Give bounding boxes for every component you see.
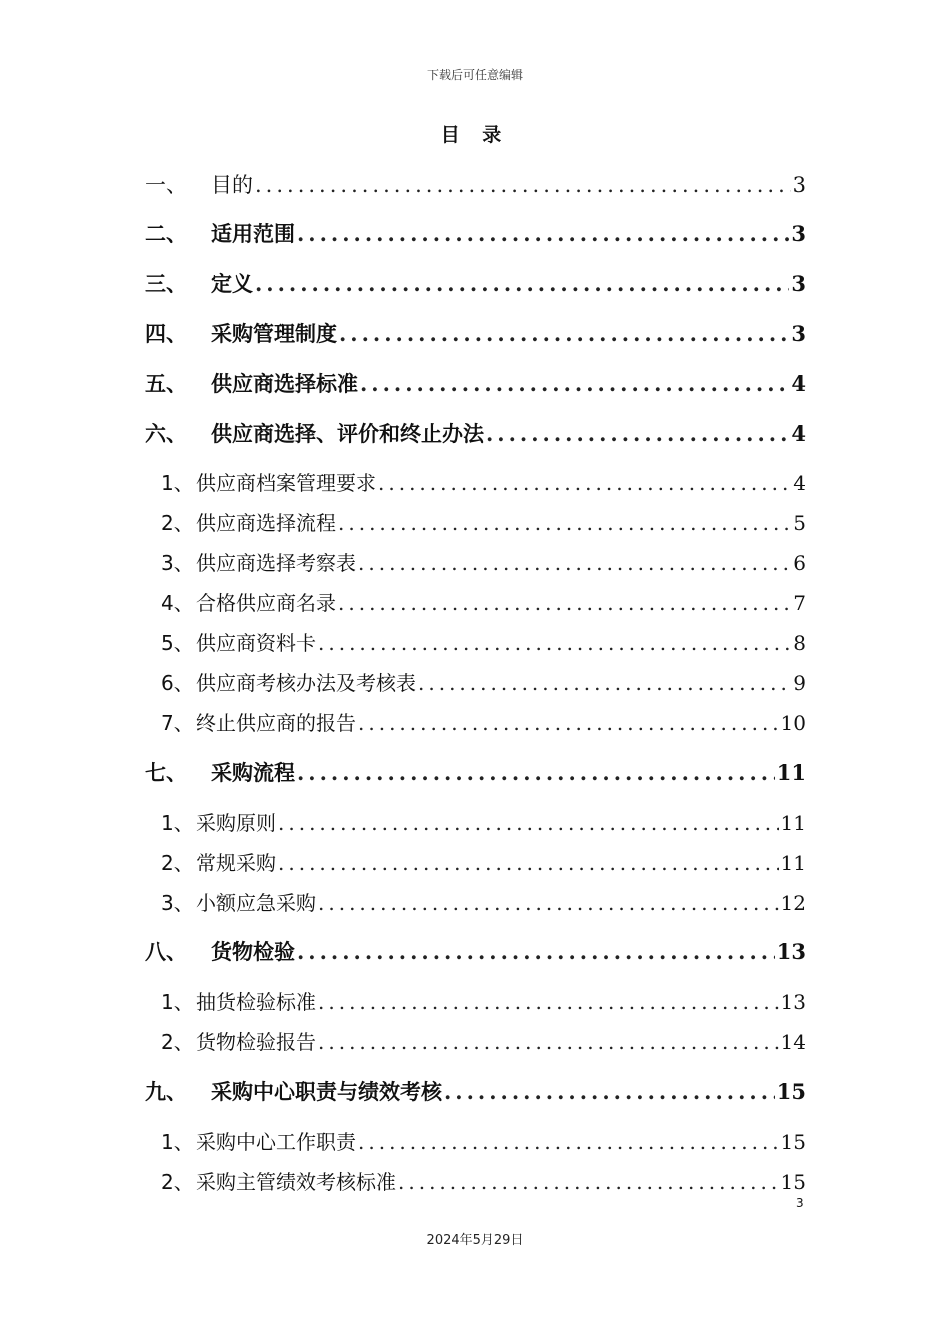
toc-entry-title: 供应商档案管理要求 xyxy=(196,471,376,495)
toc-leader-dots xyxy=(398,1170,779,1194)
toc-entry-page: 3 xyxy=(791,221,806,246)
toc-entry-number: 三、 xyxy=(145,272,187,296)
toc-leader-dots xyxy=(318,1030,779,1054)
toc-leader-dots xyxy=(358,711,779,735)
toc-subentry[interactable] xyxy=(161,667,806,696)
toc-entry-page: 12 xyxy=(780,891,806,915)
toc-leader-dots xyxy=(255,173,791,197)
toc-entry-number: 1、 xyxy=(161,990,194,1014)
toc-entry-title: 采购原则 xyxy=(196,811,276,835)
toc-entry-number: 一、 xyxy=(145,173,187,197)
toc-entry-page: 4 xyxy=(791,371,806,396)
toc-entry-page: 15 xyxy=(776,1079,806,1104)
toc-entry-page: 4 xyxy=(793,471,806,495)
toc-leader-dots xyxy=(378,471,791,495)
toc-entry-title: 采购中心职责与绩效考核 xyxy=(211,1080,442,1104)
toc-entry-number: 3、 xyxy=(161,891,194,915)
toc-entry-title: 小额应急采购 xyxy=(196,891,316,915)
toc-entry-page: 6 xyxy=(793,551,806,575)
toc-entry-number: 1、 xyxy=(161,471,194,495)
toc-leader-dots xyxy=(297,939,775,964)
toc-entry-page: 11 xyxy=(776,760,806,785)
toc-entry-number: 七、 xyxy=(145,761,187,785)
toc-entry-number: 五、 xyxy=(145,372,187,396)
toc-entry-number: 2、 xyxy=(161,1030,194,1054)
toc-entry[interactable] xyxy=(145,169,806,199)
toc-subentry[interactable] xyxy=(161,707,806,736)
toc-entry-number: 九、 xyxy=(145,1080,187,1104)
toc-leader-dots xyxy=(358,1130,779,1154)
toc-entry-title: 货物检验 xyxy=(211,940,295,964)
toc-subentry[interactable] xyxy=(161,1166,806,1195)
toc-entry-number: 4、 xyxy=(161,591,194,615)
toc-leader-dots xyxy=(297,221,789,246)
toc-entry-page: 13 xyxy=(776,939,806,964)
toc-entry-title: 定义 xyxy=(211,272,253,296)
toc-entry-page: 7 xyxy=(793,591,806,615)
toc-entry-title: 供应商选择流程 xyxy=(196,511,336,535)
toc-entry-title: 采购管理制度 xyxy=(211,322,337,346)
toc-entry-number: 六、 xyxy=(145,422,187,446)
toc-entry-number: 1、 xyxy=(161,1130,194,1154)
toc-entry-title: 适用范围 xyxy=(211,222,295,246)
toc-leader-dots xyxy=(339,321,789,346)
toc-entry-title: 目的 xyxy=(211,173,253,197)
toc-title: 目 录 xyxy=(440,124,510,146)
toc-entry[interactable] xyxy=(145,318,806,348)
toc-entry-page: 3 xyxy=(791,271,806,296)
toc-entry[interactable] xyxy=(145,218,806,248)
toc-entry-page: 11 xyxy=(780,851,806,875)
toc-entry-page: 11 xyxy=(780,811,806,835)
toc-entry-number: 2、 xyxy=(161,851,194,875)
toc-leader-dots xyxy=(297,760,775,785)
toc-entry-page: 13 xyxy=(780,990,806,1014)
toc-entry-title: 采购中心工作职责 xyxy=(196,1130,356,1154)
toc-entry-page: 3 xyxy=(792,173,806,197)
toc-leader-dots xyxy=(444,1079,775,1104)
toc-entry-title: 抽货检验标准 xyxy=(196,990,316,1014)
toc-entry-page: 15 xyxy=(780,1130,806,1154)
toc-entry-number: 2、 xyxy=(161,511,194,535)
toc-entry-title: 供应商选择标准 xyxy=(211,372,358,396)
toc-entry-page: 14 xyxy=(780,1030,806,1054)
toc-entry-number: 5、 xyxy=(161,631,194,655)
toc-subentry[interactable] xyxy=(161,627,806,656)
toc-entry-title: 供应商资料卡 xyxy=(196,631,316,655)
toc-leader-dots xyxy=(486,421,789,446)
toc-entry-title: 供应商选择、评价和终止办法 xyxy=(211,422,484,446)
toc-entry[interactable] xyxy=(145,268,806,298)
toc-entry-title: 采购流程 xyxy=(211,761,295,785)
page-number: 3 xyxy=(796,1196,804,1210)
toc-leader-dots xyxy=(338,591,791,615)
toc-entry-page: 8 xyxy=(793,631,806,655)
toc-entry-title: 供应商考核办法及考核表 xyxy=(196,671,416,695)
toc-leader-dots xyxy=(318,631,791,655)
toc-leader-dots xyxy=(255,271,789,296)
toc-entry-number: 二、 xyxy=(145,222,187,246)
toc-entry-number: 7、 xyxy=(161,711,194,735)
toc-subentry[interactable] xyxy=(161,587,806,616)
toc-subentry[interactable] xyxy=(161,467,806,496)
toc-leader-dots xyxy=(360,371,789,396)
toc-entry-page: 15 xyxy=(780,1170,806,1194)
toc-entry-title: 供应商选择考察表 xyxy=(196,551,356,575)
toc-subentry[interactable] xyxy=(161,807,806,836)
toc-entry[interactable] xyxy=(145,1076,806,1106)
toc-leader-dots xyxy=(338,511,791,535)
toc-leader-dots xyxy=(318,891,779,915)
page-header: 下载后可任意编辑 xyxy=(426,68,523,82)
toc-leader-dots xyxy=(278,851,779,875)
toc-entry-number: 四、 xyxy=(145,322,187,346)
toc-entry-title: 采购主管绩效考核标准 xyxy=(196,1170,396,1194)
toc-entry-number: 2、 xyxy=(161,1170,194,1194)
toc-leader-dots xyxy=(418,671,791,695)
toc-entry[interactable] xyxy=(145,368,806,398)
toc-entry-number: 八、 xyxy=(145,940,187,964)
toc-entry-number: 3、 xyxy=(161,551,194,575)
toc-subentry[interactable] xyxy=(161,887,806,916)
toc-leader-dots xyxy=(318,990,779,1014)
toc-leader-dots xyxy=(278,811,779,835)
toc-entry-page: 3 xyxy=(791,321,806,346)
toc-leader-dots xyxy=(358,551,791,575)
toc-entry[interactable] xyxy=(145,757,806,787)
toc-subentry[interactable] xyxy=(161,547,806,576)
toc-subentry[interactable] xyxy=(161,1026,806,1055)
toc-entry[interactable] xyxy=(145,418,806,448)
toc-entry-page: 5 xyxy=(793,511,806,535)
toc-entry-number: 1、 xyxy=(161,811,194,835)
toc-entry-page: 4 xyxy=(791,421,806,446)
toc-entry-page: 9 xyxy=(793,671,806,695)
toc-entry-title: 合格供应商名录 xyxy=(196,591,336,615)
toc-entry-page: 10 xyxy=(780,711,806,735)
page-footer-date: 2024年5月29日 xyxy=(426,1233,524,1248)
toc-entry-title: 货物检验报告 xyxy=(196,1030,316,1054)
toc-entry-number: 6、 xyxy=(161,671,194,695)
toc-entry[interactable] xyxy=(145,936,806,966)
toc-subentry[interactable] xyxy=(161,1126,806,1155)
toc-entry-title: 常规采购 xyxy=(196,851,276,875)
toc-subentry[interactable] xyxy=(161,986,806,1015)
toc-subentry[interactable] xyxy=(161,507,806,536)
toc-subentry[interactable] xyxy=(161,847,806,876)
toc-entry-title: 终止供应商的报告 xyxy=(196,711,356,735)
